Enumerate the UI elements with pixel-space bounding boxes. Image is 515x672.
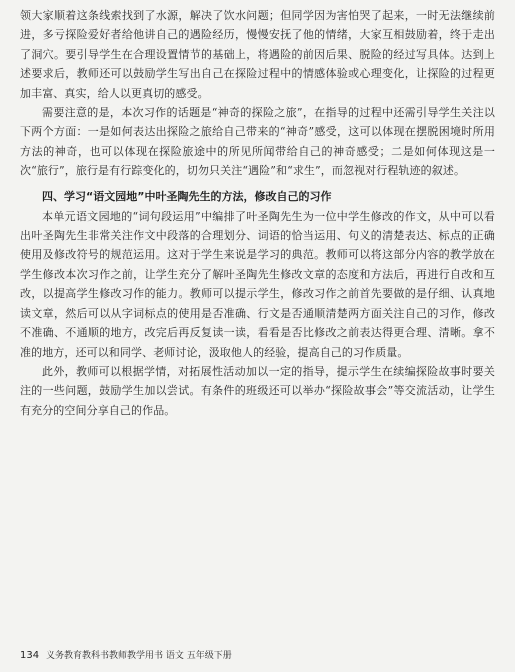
section-heading: 四、学习“语文园地”中叶圣陶先生的方法，修改自己的习作 xyxy=(42,189,332,203)
paragraph-2: 需要注意的是，本次习作的话题是“神奇的探险之旅”，在指导的过程中还需引导学生关注以下两个方面：一是如何表达出探险之旅给自己带来的“神奇”感受，这可以体现在摆脱困境时所用方法的神奇，也可以体现在探险旅途中的所见所闻带给自己的神奇感受；二是如何体现这是一次“旅行”，旅行是有行踪变化的，切勿只关注“遇险”和“求生”，而忽视对行程轨迹的叙述。 xyxy=(20,106,495,178)
paragraph-1: 领大家顺着这条线索找到了水源，解决了饮水问题；但同学因为害怕哭了起来，一时无法继续前进，多亏探险爱好者给他讲自己的遇险经历，慢慢安抚了他的情绪，大家互相鼓励着，终于走出了洞穴。要引导学生在合理设置情节的基础上，将遇险的前因后果、脱险的经过写具体。达到上述要求后，教师还可以鼓励学生写出自己在探险过程中的情感体验或心理变化，让探险的过程更加丰富、真实，给人以更真切的感受。 xyxy=(20,9,495,100)
paragraph-4: 此外，教师可以根据学情，对拓展性活动加以一定的指导，提示学生在续编探险故事时要关注的一些问题，鼓励学生加以尝试。有条件的班级还可以举办“探险故事会”等交流活动，让学生有充分的空间分享自己的作品。 xyxy=(20,364,495,417)
document-body xyxy=(20,6,495,420)
paragraph-3: 本单元语文园地的“词句段运用”中编排了叶圣陶先生为一位中学生修改的作文，从中可以看出叶圣陶先生非常关注作文中段落的合理划分、词语的恰当运用、句义的清楚表达、标点的正确使用及修改符号的规范运用。这对于学生来说是学习的典范。教师可以将这部分内容的教学放在学生修改本次习作之前，让学生充分了解叶圣陶先生修改文章的态度和方法后，再进行自改和互改，以提高学生修改习作的能力。教师可以提示学生，修改习作之前首先要做的是仔细、认真地读文章，然后可以从字词标点的使用是否准确、行文是否通顺清楚两方面关注自己的习作，修改不准确、不通顺的地方，改完后再反复读一读，看看是否比修改之前表达得更合理、清晰。拿不准的地方，还可以和同学、老师讨论，汲取他人的经验，提高自己的习作质量。 xyxy=(20,209,495,359)
page-footer xyxy=(20,650,232,662)
page-number: 134 xyxy=(20,650,40,661)
book-title: 义务教育教科书教师教学用书 语文 五年级下册 xyxy=(45,651,232,661)
